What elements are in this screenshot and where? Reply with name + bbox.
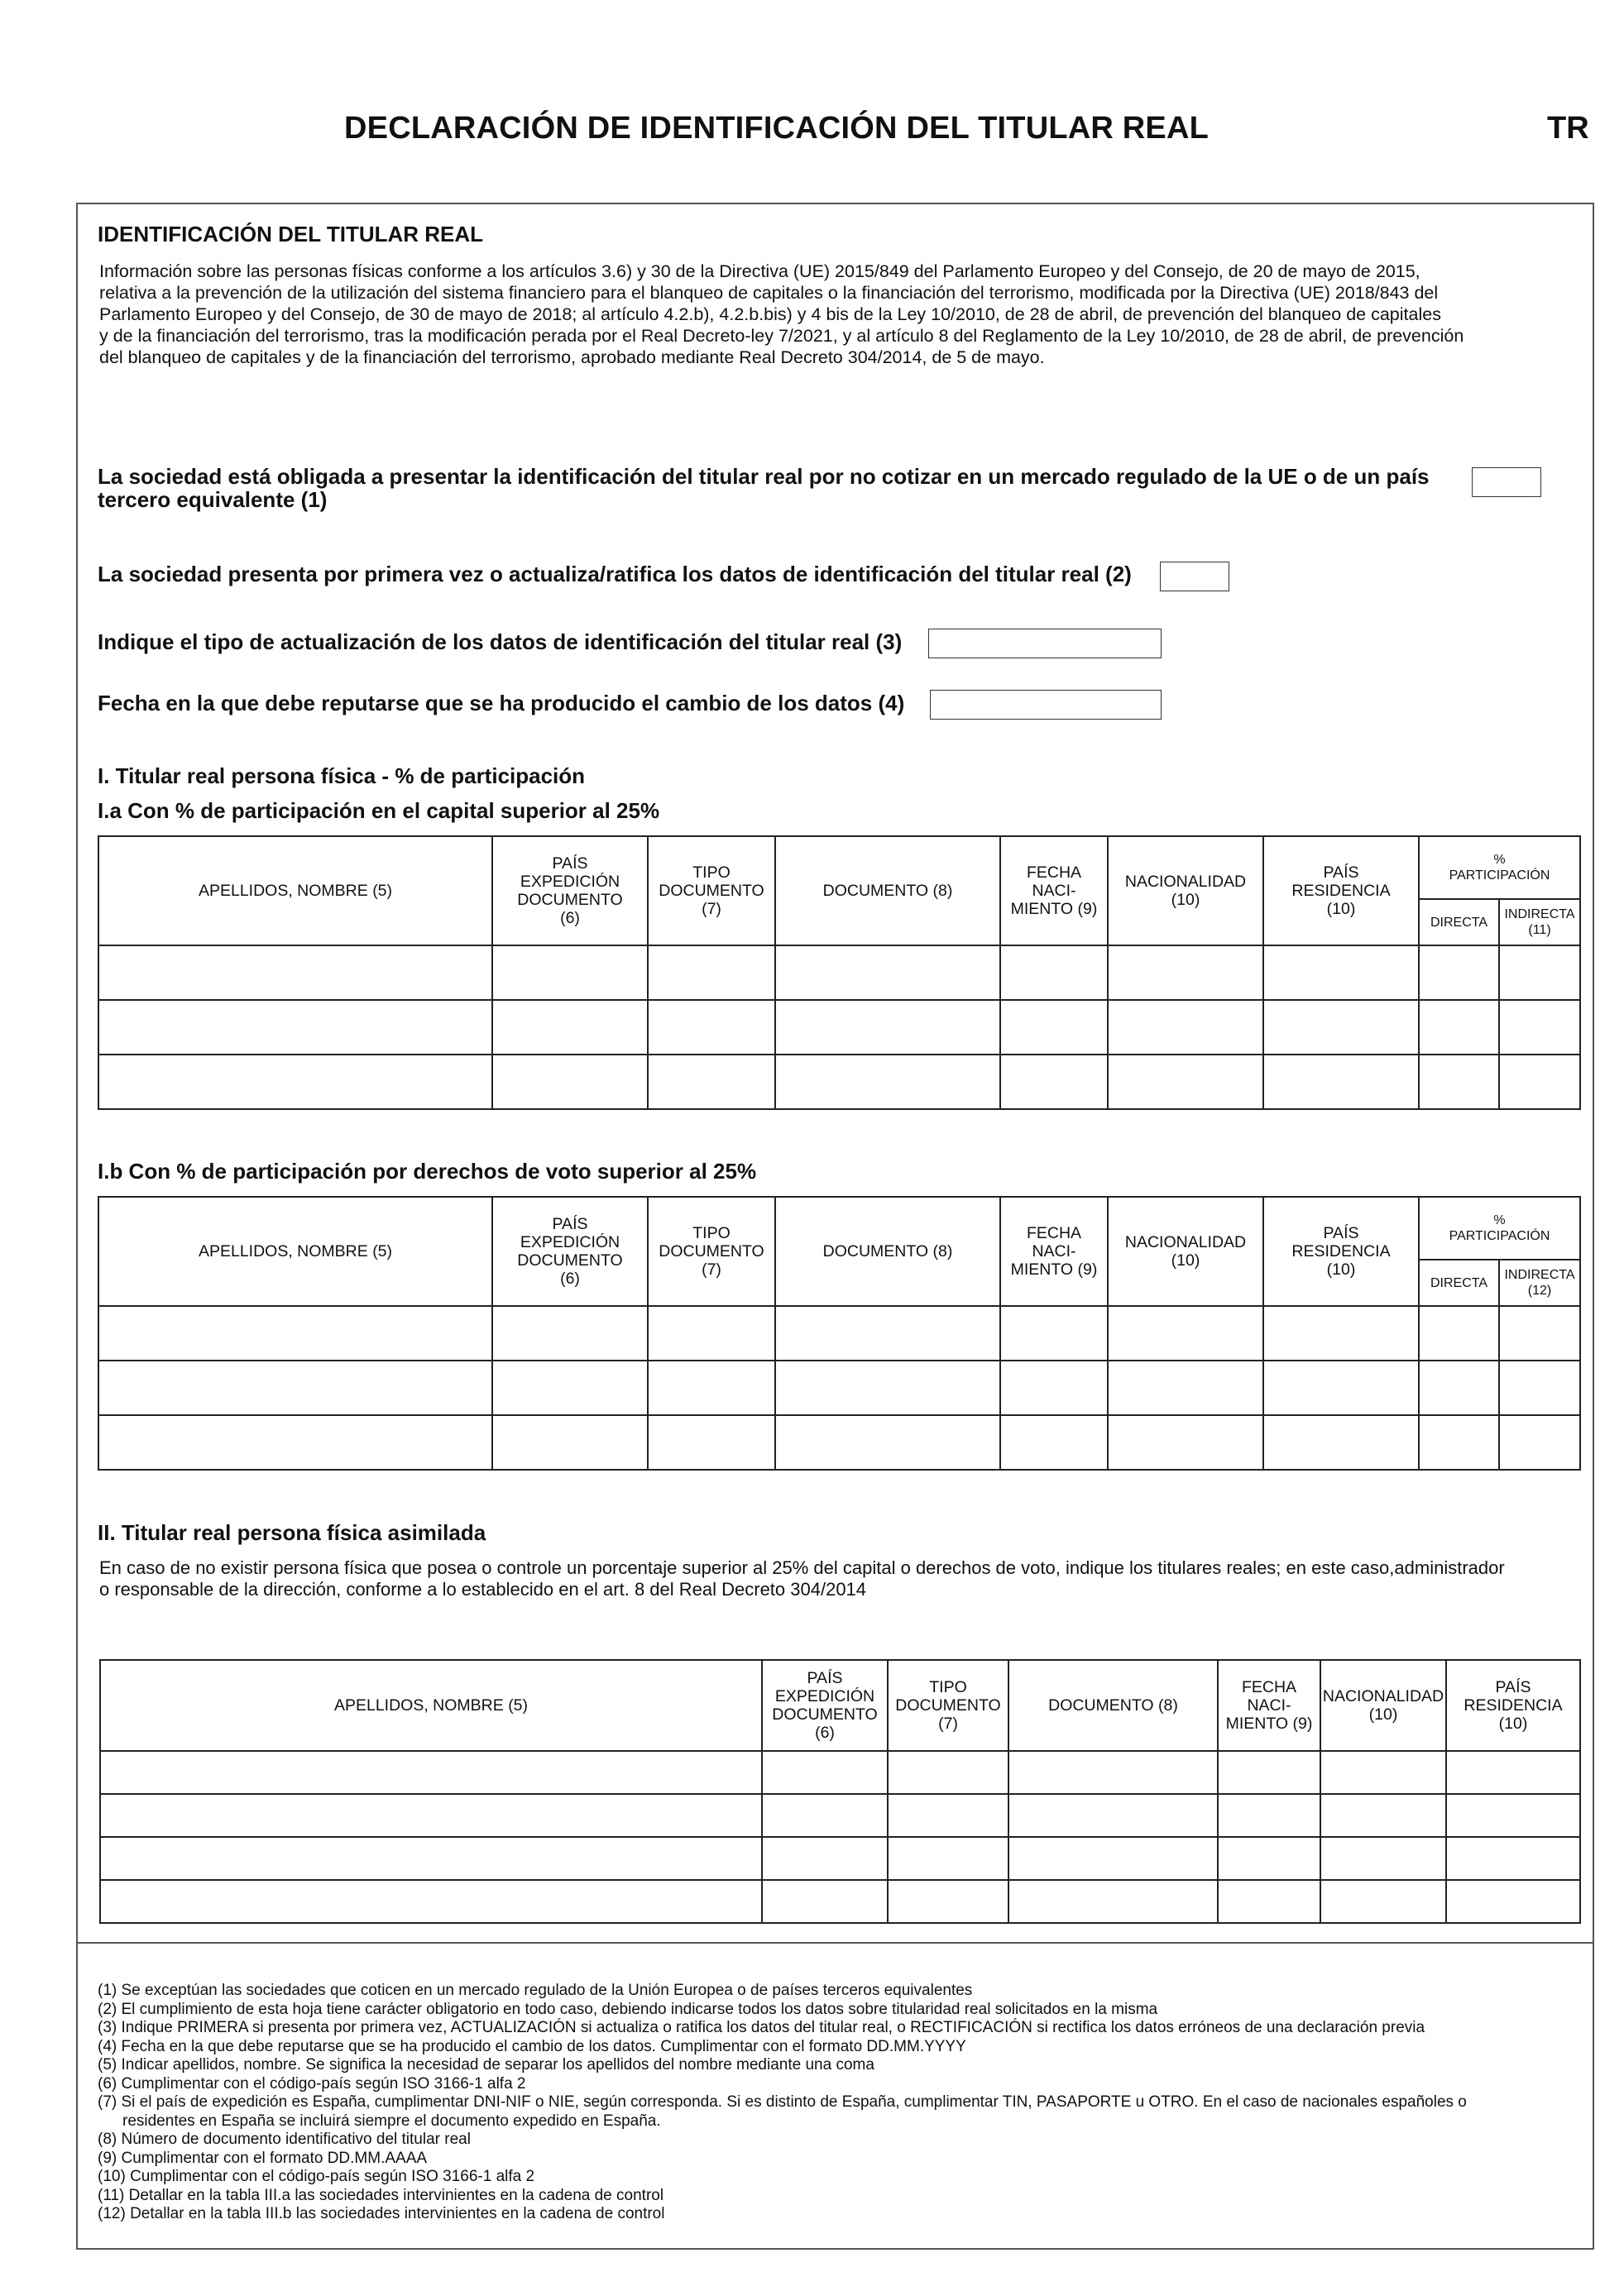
footnote: (8) Número de documento identificativo del titular real [98, 2131, 471, 2148]
header-line: MIENTO (9) [1225, 1715, 1313, 1733]
header-line: TIPO [692, 863, 731, 882]
header-pais-residencia [1263, 836, 1419, 945]
cell-input[interactable] [1008, 1837, 1218, 1880]
question-change-date: Fecha en la que debe reputarse que se ha producido el cambio de los datos (4) [98, 691, 905, 715]
cell-input[interactable] [100, 1880, 762, 1923]
footnotes-divider [76, 1942, 1594, 1944]
cell-input[interactable] [1218, 1751, 1320, 1794]
header-line: TIPO [929, 1678, 967, 1696]
cell-input[interactable] [1499, 1055, 1580, 1109]
section-2-title: II. Titular real persona física asimilada [98, 1520, 486, 1545]
header-directa: DIRECTA [1419, 1260, 1499, 1306]
section-identification-title: IDENTIFICACIÓN DEL TITULAR REAL [98, 222, 484, 246]
header-line: EXPEDICIÓN [520, 1233, 620, 1251]
cell-input[interactable] [1499, 945, 1580, 1000]
cell-input[interactable] [492, 1306, 648, 1361]
header-line: (10) [1171, 891, 1200, 909]
footnote: (6) Cumplimentar con el código-país según ISO 3166-1 alfa 2 [98, 2074, 526, 2093]
header-nacionalidad [1108, 1197, 1263, 1306]
header-line: DOCUMENTO [772, 1705, 878, 1724]
cell-input[interactable] [888, 1794, 1008, 1837]
cell-input[interactable] [1499, 1415, 1580, 1470]
header-line: DOCUMENTO [517, 891, 623, 909]
section-1b-title: I.b Con % de participación por derechos de voto superior al 25% [98, 1159, 757, 1184]
header-line: PAÍS [552, 1215, 588, 1233]
cell-input[interactable] [492, 1415, 648, 1470]
cell-input[interactable] [1320, 1837, 1446, 1880]
table-capital [98, 835, 1581, 1110]
header-line: NACI- [1032, 882, 1076, 900]
intro-paragraph [99, 261, 1572, 368]
cell-input[interactable] [762, 1751, 888, 1794]
cell-input[interactable] [492, 945, 648, 1000]
cell-input[interactable] [98, 1415, 492, 1470]
section-1-title: I. Titular real persona física - % de participación [98, 763, 586, 788]
header-line: (10) [1368, 1705, 1398, 1724]
cell-input[interactable] [1446, 1880, 1580, 1923]
table-row [98, 1415, 1580, 1470]
header-participacion [1419, 836, 1580, 899]
cell-input[interactable] [1008, 1794, 1218, 1837]
cell-input[interactable] [648, 1415, 775, 1470]
header-line: (6) [815, 1724, 835, 1742]
header-line: DOCUMENTO [659, 1242, 764, 1260]
header-fecha-nacimiento [1000, 1197, 1108, 1306]
header-documento: DOCUMENTO (8) [775, 836, 1000, 945]
section-2-line: o responsable de la dirección, conforme a lo establecido en el art. 8 del Real Decreto 304/2014 [99, 1579, 867, 1600]
footnote: (5) Indicar apellidos, nombre. Se significa la necesidad de separar los apellidos del nombre mediante una coma [98, 2056, 874, 2074]
header-tipo-documento [888, 1660, 1008, 1751]
cell-input[interactable] [888, 1751, 1008, 1794]
table-asimilada [99, 1659, 1581, 1924]
cell-input[interactable] [1263, 1415, 1419, 1470]
table-row [100, 1837, 1580, 1880]
header-line: DOCUMENTO [659, 882, 764, 900]
header-line: DOCUMENTO [517, 1251, 623, 1270]
cell-input[interactable] [648, 945, 775, 1000]
header-line: INDIRECTA [1504, 907, 1575, 921]
header-fecha-nacimiento [1000, 836, 1108, 945]
footnote: residentes en España se incluirá siempre el documento expedido en España. [122, 2112, 661, 2130]
cell-input[interactable] [100, 1837, 762, 1880]
intro-line: del blanqueo de capitales y de la financiación del terrorismo, aprobado mediante Real Decreto 304/2014, de 5 de mayo. [99, 347, 1045, 367]
header-line: MIENTO (9) [1010, 900, 1098, 918]
question-update-type: Indique el tipo de actualización de los datos de identificación del titular real (3) [98, 629, 903, 654]
cell-input[interactable] [888, 1837, 1008, 1880]
cell-input[interactable] [1218, 1794, 1320, 1837]
header-line: (10) [1171, 1251, 1200, 1270]
header-pais-residencia [1263, 1197, 1419, 1306]
header-line: (10) [1326, 900, 1356, 918]
cell-input[interactable] [1108, 1306, 1263, 1361]
header-pais-expedicion [762, 1660, 888, 1751]
cell-input[interactable] [762, 1794, 888, 1837]
cell-input[interactable] [492, 1000, 648, 1055]
question-presentation: La sociedad presenta por primera vez o actualiza/ratifica los datos de identificación del titular real (2) [98, 562, 1132, 586]
cell-input[interactable] [1446, 1794, 1580, 1837]
cell-input[interactable] [762, 1880, 888, 1923]
cell-input[interactable] [775, 1415, 1000, 1470]
cell-input[interactable] [1218, 1837, 1320, 1880]
intro-line: Información sobre las personas físicas conforme a los artículos 3.6) y 30 de la Directiva (UE) 2015/849 del Parlamento Europeo y del Consejo, de 20 de mayo de 2015, [99, 261, 1420, 281]
table-row [98, 1055, 1580, 1109]
cell-input[interactable] [1499, 1000, 1580, 1055]
cell-input[interactable] [1320, 1880, 1446, 1923]
cell-input[interactable] [100, 1751, 762, 1794]
header-line: PARTICIPACIÓN [1449, 868, 1550, 883]
change-date-input[interactable] [930, 690, 1162, 720]
cell-input[interactable] [1419, 1415, 1499, 1470]
header-line: NACI- [1247, 1696, 1291, 1715]
header-line: RESIDENCIA [1464, 1696, 1563, 1715]
footnote: (2) El cumplimiento de esta hoja tiene carácter obligatorio en todo caso, debiendo indicarse todos los datos sobre titularidad real solicitados en la misma [98, 2000, 1158, 2018]
table-votos [98, 1196, 1581, 1471]
table-row [98, 1000, 1580, 1055]
cell-input[interactable] [888, 1880, 1008, 1923]
cell-input[interactable] [775, 1306, 1000, 1361]
table-row [98, 1306, 1580, 1361]
header-apellidos: APELLIDOS, NOMBRE (5) [98, 836, 492, 945]
cell-input[interactable] [1000, 1000, 1108, 1055]
section-2-line: En caso de no existir persona física que posea o controle un porcentaje superior al 25% del capital o derechos de voto, indique los titulares reales; en este caso,administrador [99, 1557, 1505, 1578]
cell-input[interactable] [98, 1055, 492, 1109]
cell-input[interactable] [648, 1361, 775, 1415]
footnote: (4) Fecha en la que debe reputarse que se ha producido el cambio de los datos. Cumplimentar con el formato DD.MM.YYYY [98, 2037, 966, 2055]
question-obligation-line: tercero equivalente (1) [98, 487, 328, 512]
footnote: (12) Detallar en la tabla III.b las sociedades intervinientes en la cadena de control [98, 2205, 665, 2222]
table-row [100, 1880, 1580, 1923]
cell-input[interactable] [1263, 1000, 1419, 1055]
cell-input[interactable] [1263, 1055, 1419, 1109]
cell-input[interactable] [775, 945, 1000, 1000]
header-line: PAÍS [1495, 1678, 1531, 1696]
footnote: (10) Cumplimentar con el código-país según ISO 3166-1 alfa 2 [98, 2168, 535, 2185]
cell-input[interactable] [1218, 1880, 1320, 1923]
header-line: NACIONALIDAD [1124, 873, 1247, 891]
cell-input[interactable] [1446, 1751, 1580, 1794]
document-title: DECLARACIÓN DE IDENTIFICACIÓN DEL TITULAR REAL [344, 111, 1210, 146]
cell-input[interactable] [1499, 1306, 1580, 1361]
table-row [100, 1794, 1580, 1837]
header-nacionalidad [1108, 836, 1263, 945]
header-line: (6) [560, 909, 580, 927]
cell-input[interactable] [492, 1055, 648, 1109]
header-tipo-documento [648, 1197, 775, 1306]
form-code: TR [1547, 111, 1589, 146]
header-line: (10) [1498, 1715, 1528, 1733]
cell-input[interactable] [98, 1361, 492, 1415]
header-line: (7) [938, 1715, 958, 1733]
cell-input[interactable] [1263, 945, 1419, 1000]
cell-input[interactable] [1008, 1751, 1218, 1794]
header-line: RESIDENCIA [1291, 882, 1391, 900]
header-line: EXPEDICIÓN [520, 873, 620, 891]
header-participacion [1419, 1197, 1580, 1260]
header-line: TIPO [692, 1224, 731, 1242]
cell-input[interactable] [1108, 1361, 1263, 1415]
header-line: FECHA [1241, 1678, 1297, 1696]
cell-input[interactable] [100, 1794, 762, 1837]
header-line: NACIONALIDAD [1322, 1687, 1444, 1705]
footnote: (3) Indique PRIMERA si presenta por primera vez, ACTUALIZACIÓN si actualiza o ratifica los datos del titular real, o RECTIFICACIÓN si rectifica los datos erróneos de una declaración previa [98, 2019, 1425, 2036]
cell-input[interactable] [1263, 1306, 1419, 1361]
cell-input[interactable] [1108, 1415, 1263, 1470]
header-documento: DOCUMENTO (8) [775, 1197, 1000, 1306]
cell-input[interactable] [648, 1306, 775, 1361]
cell-input[interactable] [1419, 1000, 1499, 1055]
header-line: % [1493, 1213, 1506, 1227]
cell-input[interactable] [775, 1055, 1000, 1109]
cell-input[interactable] [1000, 1055, 1108, 1109]
footnote: (11) Detallar en la tabla III.a las sociedades intervinientes en la cadena de control [98, 2186, 664, 2204]
cell-input[interactable] [1419, 1055, 1499, 1109]
cell-input[interactable] [775, 1361, 1000, 1415]
question-obligation [98, 465, 1463, 511]
header-line: NACI- [1032, 1242, 1076, 1260]
header-line: (6) [560, 1270, 580, 1288]
footnote: (9) Cumplimentar con el formato DD.MM.AAAA [98, 2149, 428, 2167]
intro-line: y de la financiación del terrorismo, tras la modificación perada por el Real Decreto-ley 7/2021, y al artículo 8 del Reglamento de la Ley 10/2010, de 28 de abril, de prevención [99, 326, 1464, 346]
header-apellidos: APELLIDOS, NOMBRE (5) [100, 1660, 762, 1751]
header-pais-residencia [1446, 1660, 1580, 1751]
cell-input[interactable] [762, 1837, 888, 1880]
cell-input[interactable] [492, 1361, 648, 1415]
cell-input[interactable] [1000, 1415, 1108, 1470]
header-line: MIENTO (9) [1010, 1260, 1098, 1279]
cell-input[interactable] [1108, 945, 1263, 1000]
cell-input[interactable] [1108, 1000, 1263, 1055]
header-documento: DOCUMENTO (8) [1008, 1660, 1218, 1751]
table-row [98, 1361, 1580, 1415]
header-line: NACIONALIDAD [1124, 1233, 1247, 1251]
header-indirecta [1499, 1260, 1580, 1306]
update-type-input[interactable] [928, 629, 1162, 658]
cell-input[interactable] [1419, 945, 1499, 1000]
header-pais-expedicion [492, 1197, 648, 1306]
cell-input[interactable] [1000, 1361, 1108, 1415]
header-line: RESIDENCIA [1291, 1242, 1391, 1260]
header-line: PAÍS [552, 854, 588, 873]
header-line: INDIRECTA [1504, 1268, 1575, 1282]
header-line: EXPEDICIÓN [774, 1687, 875, 1705]
header-line: PAÍS [807, 1669, 843, 1687]
cell-input[interactable] [648, 1055, 775, 1109]
cell-input[interactable] [648, 1000, 775, 1055]
header-line: PARTICIPACIÓN [1449, 1229, 1550, 1243]
cell-input[interactable] [1008, 1880, 1218, 1923]
intro-line: relativa a la prevención de la utilización del sistema financiero para el blanqueo de capitales o la financiación del terrorismo, modificada por la Directiva (UE) 2018/843 del [99, 283, 1439, 303]
cell-input[interactable] [1419, 1361, 1499, 1415]
cell-input[interactable] [98, 945, 492, 1000]
cell-input[interactable] [1499, 1361, 1580, 1415]
header-indirecta [1499, 899, 1580, 945]
cell-input[interactable] [1419, 1306, 1499, 1361]
cell-input[interactable] [1000, 945, 1108, 1000]
section-1a-title: I.a Con % de participación en el capital superior al 25% [98, 798, 660, 823]
header-line: PAÍS [1323, 1224, 1359, 1242]
header-apellidos: APELLIDOS, NOMBRE (5) [98, 1197, 492, 1306]
cell-input[interactable] [1108, 1055, 1263, 1109]
header-nacionalidad [1320, 1660, 1446, 1751]
cell-input[interactable] [1320, 1751, 1446, 1794]
presentation-input[interactable] [1160, 562, 1229, 591]
header-line: FECHA [1026, 863, 1082, 882]
footnote: (1) Se exceptúan las sociedades que coticen en un mercado regulado de la Unión Europea o de países terceros equivalentes [98, 1982, 973, 1999]
cell-input[interactable] [1320, 1794, 1446, 1837]
header-line: DOCUMENTO [895, 1696, 1001, 1715]
header-fecha-nacimiento [1218, 1660, 1320, 1751]
header-pais-expedicion [492, 836, 648, 945]
header-line: % [1493, 853, 1506, 867]
cell-input[interactable] [775, 1000, 1000, 1055]
header-line: (10) [1326, 1260, 1356, 1279]
header-line: (12) [1527, 1284, 1552, 1298]
header-line: PAÍS [1323, 863, 1359, 882]
table-row [98, 945, 1580, 1000]
footnotes [98, 1982, 1587, 2224]
question-obligation-line: La sociedad está obligada a presentar la identificación del titular real por no cotizar en un mercado regulado de la UE o de un país [98, 464, 1430, 489]
table-row [100, 1751, 1580, 1794]
intro-line: Parlamento Europeo y del Consejo, de 30 de mayo de 2018; al artículo 4.2.b), 4.2.b.bis) y 4 bis de la Ley 10/2010, de 28 de abril, de prevención del blanqueo de capitales [99, 304, 1441, 324]
footnote: (7) Si el país de expedición es España, cumplimentar DNI-NIF o NIE, según corresponda. Si es distinto de España, cumplimentar TIN, PASAPORTE u OTRO. En el caso de nacionales españoles o [98, 2093, 1467, 2111]
cell-input[interactable] [1000, 1306, 1108, 1361]
cell-input[interactable] [1446, 1837, 1580, 1880]
cell-input[interactable] [1263, 1361, 1419, 1415]
header-line: FECHA [1026, 1224, 1082, 1242]
obligation-input[interactable] [1472, 467, 1541, 497]
section-2-paragraph [99, 1557, 1580, 1600]
header-directa: DIRECTA [1419, 899, 1499, 945]
header-line: (11) [1528, 923, 1551, 937]
header-line: (7) [702, 1260, 721, 1279]
cell-input[interactable] [98, 1000, 492, 1055]
cell-input[interactable] [98, 1306, 492, 1361]
header-line: (7) [702, 900, 721, 918]
header-tipo-documento [648, 836, 775, 945]
